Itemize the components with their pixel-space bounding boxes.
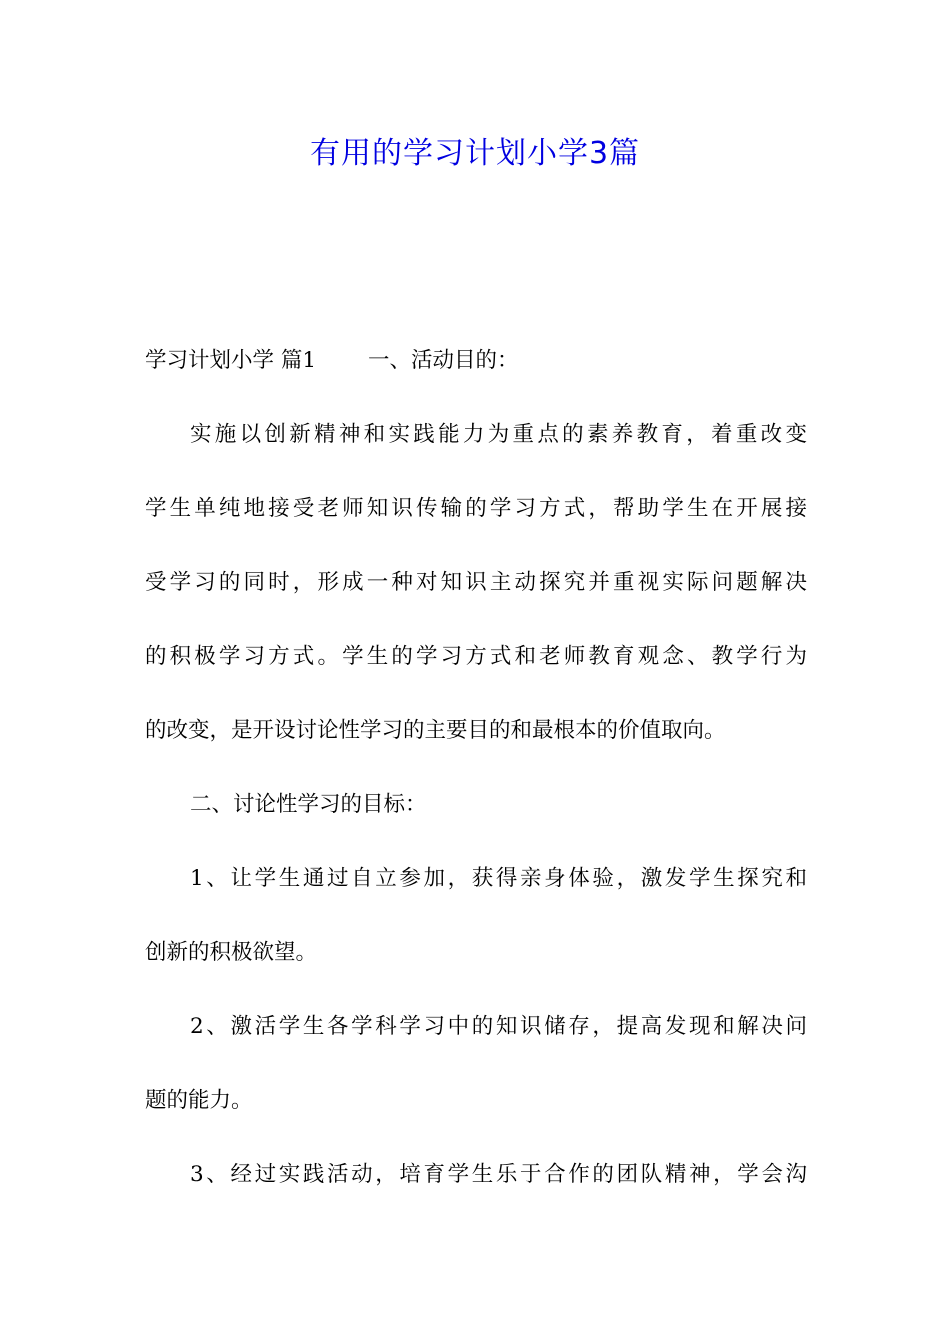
list-item-line: 题的能力。 xyxy=(145,1088,253,1113)
section-heading: 学习计划小学 篇1 xyxy=(145,348,317,373)
paragraph-line: 实施以创新精神和实践能力为重点的素养教育，着重改变 xyxy=(190,422,807,447)
list-item-line: 3、经过实践活动，培育学生乐于合作的团队精神，学会沟 xyxy=(190,1162,807,1187)
list-item-line: 2、激活学生各学科学习中的知识储存，提高发现和解决问 xyxy=(190,1014,807,1039)
subheading-line: 二、讨论性学习的目标： xyxy=(190,792,427,817)
paragraph-line: 受学习的同时，形成一种对知识主动探究并重视实际问题解决 xyxy=(145,570,807,595)
paragraph-line: 学生单纯地接受老师知识传输的学习方式，帮助学生在开展接 xyxy=(145,496,807,521)
section-heading-line xyxy=(145,334,807,408)
paragraph-line: 的积极学习方式。学生的学习方式和老师教育观念、教学行为 xyxy=(145,644,807,669)
paragraph-line: 的改变，是开设讨论性学习的主要目的和最根本的价值取向。 xyxy=(145,718,726,743)
list-item-line: 1、让学生通过自立参加，获得亲身体验，激发学生探究和 xyxy=(190,866,807,891)
list-item-line: 创新的积极欲望。 xyxy=(145,940,318,965)
document-title: 有用的学习计划小学3篇 xyxy=(309,136,641,171)
first-item-heading: 一、活动目的： xyxy=(368,348,519,373)
document-body xyxy=(145,334,807,1222)
